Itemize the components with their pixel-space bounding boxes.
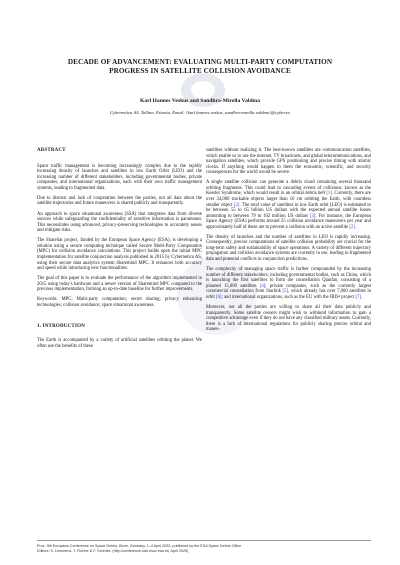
title-line-1: DECADE OF ADVANCEMENT: EVALUATING MULTI-PARTY COMPUTATION [67,58,333,66]
body-paragraph: The complexity of managing space traffic is further compounded by the increasing number of different stakeholders, including governmental bodies, such as China, which is launching the first satellites to form the constellation Qianfan, consisting of a planned 15,000 satellites [4]; private companies, such as the currently largest commercial constellation from Starlink [5], which already has over 7,000 satellites in orbit [6]; and international organizations, such as the EU with the IRIS² project [7]. [206,267,372,300]
abstract-paragraph: An approach to space situational awareness (SSA) that integrates data from diverse sources while safeguarding the confidentiality of sensitive information is paramount. This necessitates using advanced, privacy-preserving technologies to accurately assess and mitigate risks. [37,211,202,234]
footer-line-1: Proc. 9th European Conference on Space Debris, Bonn, Germany, 1–4 April 2025, published by the ESA Space Debris Office [37,544,242,548]
abstract-paragraph: Due to distrust and lack of cooperation between the parties, not all data about the satellite trajectories and future maneuvers is shared publicly and transparently. [37,195,202,207]
intro-paragraph: The Earth is accompanied by a variety of artificial satellites orbiting the planet. We often use the benefits of these [37,338,202,349]
body-paragraph: A single satellite collision can generate a debris cloud containing several thousand orbiting fragments. This could lead to cascading events of collisions, known as the Kessler Syndrome, which would result in an orbital debris belt [1]. Currently, there are over 34,000 trackable objects larger than 10 cm orbiting the Earth, with countless smaller object [2]. The total value of satellites in low Earth orbit (LEO) is estimated to be between 55 to 65 billion US dollars with the expected annual satellite losses amounting to between 79 to 102 million US dollars [3]. For instance, the European Space Agency (ESA) performs around 25 collision avoidance maneuvers per year and approximately half of these are to prevent a collision with an active satellite [2]. [206,180,371,230]
citation-link[interactable]: [2] [349,224,355,230]
paper-title [36,58,364,76]
affiliation: Cybernetica AS, Tallinn, Estonia, Email: {karl.hannes.veskus, sandhra-mirella.valdma}@cyber.ee [109,110,291,115]
introduction-heading: 1. INTRODUCTION [37,323,86,329]
abstract-paragraph: The ShareSat project, funded by the European Space Agency (ESA), is developing a solution using a secure computing technique called Secure Multi-Party Computation (MPC) for collision avoidance calculations. This project builds upon the initial MPC implementation for satellite conjunction analysis published in 2015 by Cybernetica AS, using their secure data analytics system Sharemind MPC. It enhances both accuracy and speed while introducing new functionalities. [37,238,202,272]
title-line-2: PROGRESS IN SATELLITE COLLISION AVOIDANCE [109,67,291,75]
body-paragraph: Moreover, not all the parties are willing to share all their data publicly and transparently. Some satellite owners might wish to withhold information to gain a competitive advantage even if they do not have any classified military assets. Currently, there is a lack of international regulations for publicly sharing precise orbital and maneu- [206,305,371,333]
citation-link[interactable]: [1] [326,191,332,197]
citation-link[interactable]: [3] [310,213,316,219]
citation-link[interactable]: [5] [282,289,289,295]
footer-line-2: Editors: S. Lemmens, T. Flohrer & F. Schmitz, (http://conference.sdo.esoc.esa.int, April 2025) [37,549,189,553]
body-paragraph: The density of launches and the number of satellites in LEO is rapidly increasing. Consequently, precise computations of satellite collision probability are crucial for the long-term safety and sustainability of space operations. A variety of different trajectory propagation and collision avoidance systems are currently in use, leading to fragmented data and potential conflicts in conjunction predictions. [206,234,371,263]
abstract-heading: ABSTRACT [37,148,66,153]
authors: Karl Hannes Veskus and Sandhra-Mirella Valdma [139,98,261,104]
footer [37,544,371,554]
body-paragraph: satellites without realizing it. The best-known satellites are communication satellites, which enable us to use the internet, TV broadcasts, and global telecommunications, and navigation satellites, which provide GPS positioning and precise timing with atomic clocks. If anything would happen to them the economic, scientific, and security consequences for the world would be severe. [206,148,371,176]
footer-rule [37,540,371,541]
citation-link[interactable]: [4] [259,283,266,289]
left-column [37,148,202,354]
citation-link[interactable]: [7] [355,294,361,300]
keywords: Keywords: MPC; Multi-party computation; secret sharing; privacy enhancing technologies; collision avoidance; space situational awareness. [37,297,202,308]
citation-link[interactable]: [2] [233,202,240,208]
citation-link[interactable]: [6] [216,294,222,300]
right-column [206,148,371,337]
abstract-paragraph: The goal of this paper is to evaluate the performance of the algorithm implemented in 2015 using today's hardware and a newer version of Sharemind MPC compared to the previous implementation, forming an up-to-date baseline for further improvements. [37,276,202,293]
abstract-paragraph: Space traffic management is becoming increasingly complex due to the rapidly increasing density of launches and satellites in low Earth Orbit (LEO) and the increasing number of different stakeholders, including governmental bodies, private companies, and international organizations, each with their own traffic management systems, leading to fragmented data. [37,163,202,191]
